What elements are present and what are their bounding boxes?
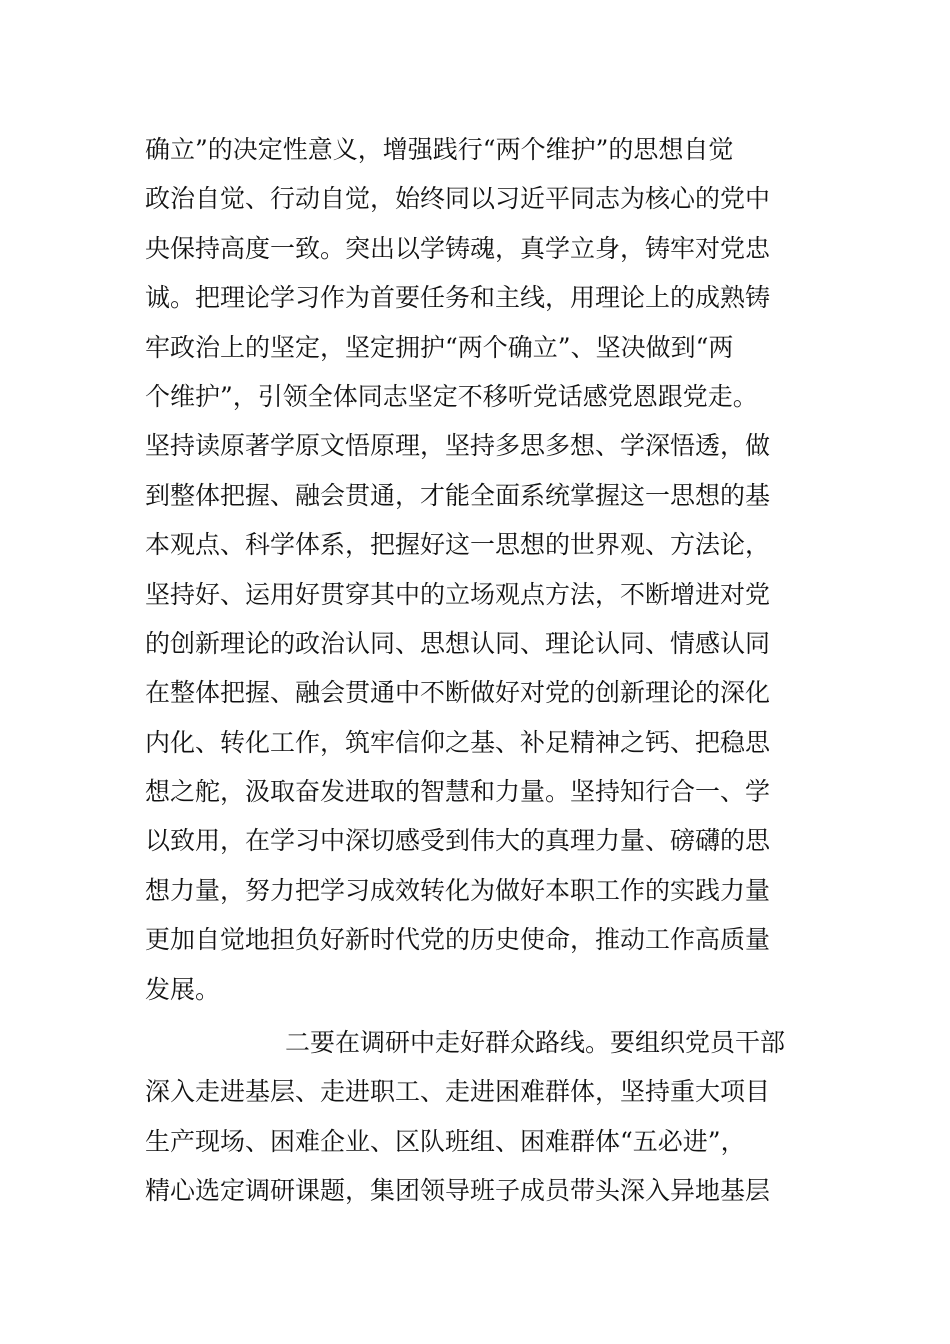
text-line: 以致用，在学习中深切感受到伟大的真理力量、磅礴的思 xyxy=(145,826,771,856)
text-line-indented: 二要在调研中走好群众路线。要组织党员干部 xyxy=(285,1028,786,1058)
paragraph-1 xyxy=(145,125,815,1014)
paragraph-2 xyxy=(145,1018,815,1216)
text-line: 到整体把握、融会贯通，才能全面系统掌握这一思想的基 xyxy=(145,480,771,510)
text-line: 发展。 xyxy=(145,974,221,1004)
text-line: 想力量，努力把学习成效转化为做好本职工作的实践力量 xyxy=(145,875,771,905)
text-line: 在整体把握、融会贯通中不断做好对党的创新理论的深化 xyxy=(145,678,771,708)
text-line: 的创新理论的政治认同、思想认同、理论认同、情感认同 xyxy=(145,628,771,658)
text-line: 坚持好、运用好贯穿其中的立场观点方法，不断增进对党 xyxy=(145,579,771,609)
text-line: 政治自觉、行动自觉，始终同以习近平同志为核心的党中 xyxy=(145,184,771,214)
text-line: 精心选定调研课题，集团领导班子成员带头深入异地基层 xyxy=(145,1176,771,1206)
text-line: 诚。把理论学习作为首要任务和主线，用理论上的成熟铸 xyxy=(145,283,771,313)
text-line: 牢政治上的坚定，坚定拥护“两个确立”、坚决做到“两 xyxy=(145,332,734,362)
text-line: 深入走进基层、走进职工、走进困难群体，坚持重大项目 xyxy=(145,1077,771,1107)
text-line: 想之舵，汲取奋发进取的智慧和力量。坚持知行合一、学 xyxy=(145,777,771,807)
text-line: 本观点、科学体系，把握好这一思想的世界观、方法论， xyxy=(145,530,771,560)
text-line: 确立”的决定性意义，增强践行“两个维护”的思想自觉 xyxy=(145,135,734,164)
text-line: 生产现场、困难企业、区队班组、困难群体“五必进”， xyxy=(145,1126,746,1156)
text-line: 央保持高度一致。突出以学铸魂，真学立身，铸牢对党忠 xyxy=(145,233,771,263)
text-line: 内化、转化工作，筑牢信仰之基、补足精神之钙、把稳思 xyxy=(145,727,771,757)
document-body xyxy=(145,125,815,1216)
text-line: 更加自觉地担负好新时代党的历史使命，推动工作高质量 xyxy=(145,925,771,955)
text-line: 个维护”，引领全体同志坚定不移听党话感党恩跟党走。 xyxy=(145,381,758,411)
text-line: 坚持读原著学原文悟原理，坚持多思多想、学深悟透，做 xyxy=(145,431,771,461)
